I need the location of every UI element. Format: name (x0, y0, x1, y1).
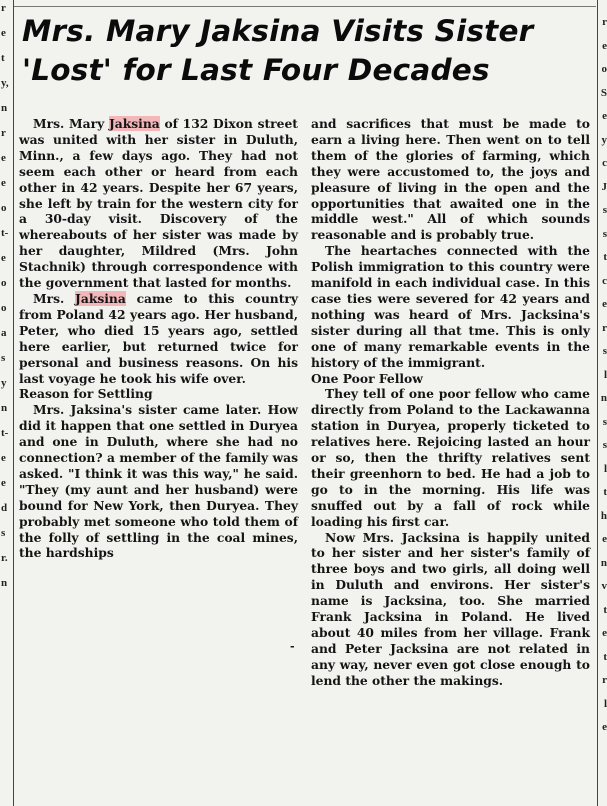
margin-fragment: n (1, 102, 8, 114)
margin-fragment: J (601, 180, 607, 193)
subhead-one-poor-fellow: One Poor Fellow (311, 370, 423, 386)
left-column-rule (13, 0, 14, 806)
margin-fragment: c (602, 157, 607, 169)
margin-fragment: l (603, 697, 607, 710)
margin-fragment: e (602, 627, 607, 639)
margin-fragment: o (601, 63, 607, 75)
highlighted-name: Jaksina (108, 116, 160, 131)
margin-fragment: l (603, 462, 607, 475)
margin-fragment: t (603, 650, 607, 663)
margin-fragment: c (602, 274, 607, 287)
margin-fragment: n (1, 577, 8, 589)
margin-fragment: S (600, 86, 607, 99)
paragraph-1 (19, 116, 298, 291)
margin-fragment: e (1, 452, 6, 464)
margin-fragment: e (602, 110, 607, 122)
stray-mark: - (290, 640, 295, 653)
margin-fragment: s (602, 204, 607, 216)
article-column-2 (311, 116, 590, 689)
article-column-1 (19, 116, 298, 561)
subhead-reason-for-settling: Reason for Settling (19, 386, 153, 402)
paragraph-1-start: Mrs. Mary (33, 116, 109, 131)
margin-fragment: r (602, 321, 607, 334)
margin-fragment: s (1, 527, 6, 539)
highlighted-name: Jaksina (75, 290, 126, 306)
paragraph-2-start: Mrs. (33, 290, 76, 306)
margin-fragment: t (603, 603, 607, 616)
margin-fragment: y (1, 377, 7, 389)
margin-fragment: e (602, 39, 607, 52)
margin-fragment: s (602, 345, 607, 357)
paragraph-7: Now Mrs. Jacksina is happily united to her sister and her sister's family of three boys and two girls, all doing well in Duluth and environs. Her sister's name is Jacksina, too. She married Frank Jacksina in Poland. He lived about 40 miles from her village. Frank and Peter Jacksina are not related in any way, never even got close enough to lend the other the makings. (311, 529, 590, 688)
margin-fragment: r. (1, 552, 8, 564)
margin-fragment: t- (1, 227, 9, 239)
margin-fragment: s (1, 352, 6, 364)
paragraph-6: They tell of one poor fellow who came directly from Poland to the Lackawanna station in Duryea, properly ticketed to relatives here. Rejoicing lasted an hour or so, then the thrifty relatives sent their greenhorn to bed. He had a job to go to in the morning. His life was snuffed out by a fall of rock while loading his first car. (311, 386, 590, 529)
margin-fragment: e (1, 27, 6, 39)
margin-fragment: e (1, 252, 6, 264)
margin-fragment: e (1, 477, 6, 489)
margin-fragment: n (1, 402, 8, 414)
margin-fragment: r (602, 674, 607, 686)
margin-fragment: y (601, 133, 607, 146)
margin-fragment: t (603, 251, 607, 263)
paragraph-3: Mrs. Jaksina's sister came later. How did it happen that one settled in Duryea and one in Duluth, where she had no connection? a member of the family was asked. "I think it was this way," he said. "They (my aunt and her husband) were bound for New York, then Duryea. They probably met someone who told them of the folly of settling in the coal mines, the hardships (19, 402, 298, 561)
margin-fragment: t (1, 52, 5, 64)
paragraph-1-rest: of 132 Dixon street was united with her sister in Duluth, Minn., a few days ago. They had not seem each other or heard from each other in 42 years. Despite her 67 years, she left by train for the western city for a 30-day visit. Discovery of the whereabouts of her sister was made by her daughter, Mildred (Mrs. John Stachnik) through correspondence with the government that lasted for months. (19, 116, 298, 291)
margin-fragment: n (600, 392, 607, 404)
top-rule (14, 6, 596, 7)
left-margin-fragments (0, 0, 12, 806)
margin-fragment: e (602, 533, 607, 545)
margin-fragment: s (602, 227, 607, 240)
headline (22, 12, 592, 90)
margin-fragment: h (600, 509, 607, 522)
margin-fragment: r (1, 2, 6, 14)
margin-fragment: s (602, 415, 607, 428)
paragraph-2-rest: came to this country from Poland 42 years ago. Her husband, Peter, who died 15 years ago, settled here earlier, but returned twice for personal and business reasons. On his last voyage he took his wife over. (19, 290, 299, 386)
margin-fragment: e (1, 177, 6, 189)
margin-fragment: o (1, 202, 7, 214)
margin-fragment: d (1, 502, 8, 514)
margin-fragment: e (602, 298, 607, 310)
margin-fragment: e (602, 721, 607, 733)
paragraph-2 (19, 291, 298, 386)
margin-fragment: n (600, 556, 607, 569)
headline-line-2: 'Lost' for Last Four Decades (22, 53, 490, 87)
margin-fragment: e (1, 152, 6, 164)
margin-fragment: l (603, 368, 607, 381)
margin-fragment: v (601, 580, 607, 592)
right-margin-fragments (597, 0, 607, 806)
margin-fragment: r (1, 127, 6, 139)
margin-fragment: o (1, 302, 7, 314)
paragraph-4: and sacrifices that must be made to earn a living here. Then went on to tell them of the glories of farming, which they were accustomed to, the joys and pleasure of living in the open and the opportunities that awaited one in the middle west." All of which sounds reasonable and is probably true. (311, 116, 590, 243)
margin-fragment: a (1, 327, 7, 339)
margin-fragment: s (602, 439, 607, 451)
margin-fragment: t (603, 486, 607, 498)
margin-fragment: o (1, 277, 7, 289)
margin-fragment: t- (1, 427, 9, 439)
margin-fragment: r (602, 16, 607, 28)
margin-fragment: y, (1, 77, 9, 89)
headline-line-1: Mrs. Mary Jaksina Visits Sister (22, 14, 534, 48)
paragraph-5: The heartaches connected with the Polish immigration to this country were manifold in each individual case. In this case ties were severed for 42 years and nothing was heard of Mrs. Jacksina's sister during all that tme. This is only one of many remarkable events in the history of the immigrant. (311, 243, 590, 370)
